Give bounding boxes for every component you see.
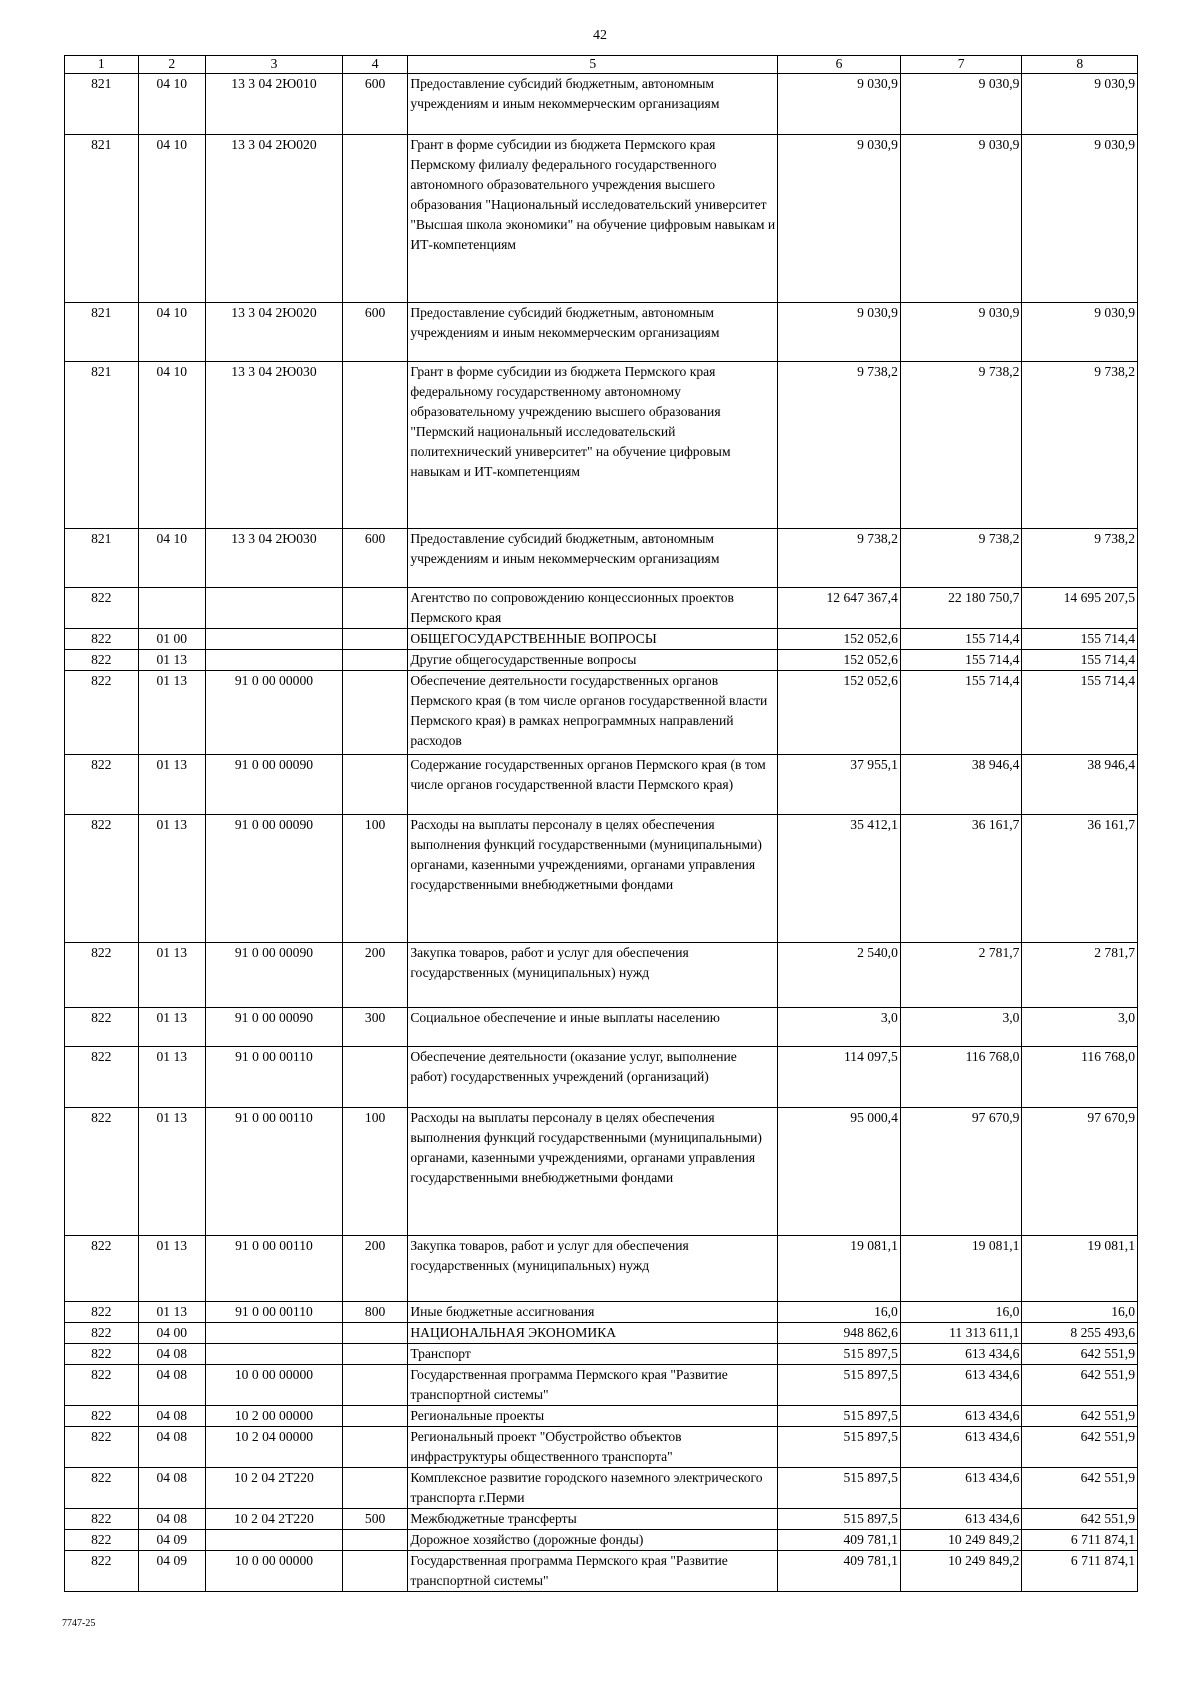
cell-target-article — [206, 629, 343, 650]
table-body — [65, 74, 1138, 1592]
cell-name: Обеспечение деятельности государственных органов Пермского края (в том числе органов государственной власти Пермского края) в рамках непрограммных направлений расходов — [408, 671, 778, 755]
cell-name: Закупка товаров, работ и услуг для обеспечения государственных (муниципальных) нужд — [408, 943, 778, 1008]
cell-admin-code: 822 — [65, 1530, 139, 1551]
table-row — [65, 1047, 1138, 1108]
cell-section: 04 10 — [138, 74, 205, 135]
cell-target-article: 13 3 04 2Ю020 — [206, 135, 343, 303]
cell-amount-3: 6 711 874,1 — [1022, 1530, 1138, 1551]
cell-amount-3: 642 551,9 — [1022, 1344, 1138, 1365]
cell-expense-type — [342, 1530, 407, 1551]
column-header: 4 — [342, 56, 407, 74]
table-row — [65, 1427, 1138, 1468]
cell-admin-code: 821 — [65, 303, 139, 362]
cell-section: 04 09 — [138, 1551, 205, 1592]
cell-expense-type — [342, 1047, 407, 1108]
cell-target-article: 91 0 00 00090 — [206, 815, 343, 943]
cell-target-article: 91 0 00 00090 — [206, 755, 343, 815]
column-header: 7 — [900, 56, 1022, 74]
table-row — [65, 1108, 1138, 1236]
cell-amount-3: 9 030,9 — [1022, 303, 1138, 362]
cell-name: Агентство по сопровождению концессионных проектов Пермского края — [408, 588, 778, 629]
table-row — [65, 943, 1138, 1008]
cell-admin-code: 822 — [65, 1108, 139, 1236]
cell-name: Иные бюджетные ассигнования — [408, 1302, 778, 1323]
cell-amount-3: 97 670,9 — [1022, 1108, 1138, 1236]
cell-amount-1: 515 897,5 — [778, 1509, 901, 1530]
cell-amount-2: 10 249 849,2 — [900, 1530, 1022, 1551]
cell-admin-code: 821 — [65, 74, 139, 135]
cell-amount-3: 155 714,4 — [1022, 650, 1138, 671]
cell-admin-code: 821 — [65, 529, 139, 588]
table-row — [65, 671, 1138, 755]
cell-section: 04 10 — [138, 303, 205, 362]
cell-target-article: 13 3 04 2Ю030 — [206, 362, 343, 529]
cell-section: 01 13 — [138, 650, 205, 671]
cell-amount-2: 11 313 611,1 — [900, 1323, 1022, 1344]
cell-expense-type: 200 — [342, 943, 407, 1008]
cell-target-article: 91 0 00 00110 — [206, 1302, 343, 1323]
column-header: 5 — [408, 56, 778, 74]
cell-name: Содержание государственных органов Пермского края (в том числе органов государственной власти Пермского края) — [408, 755, 778, 815]
table-row — [65, 1008, 1138, 1047]
cell-target-article — [206, 1530, 343, 1551]
table-row — [65, 74, 1138, 135]
cell-name: Предоставление субсидий бюджетным, автономным учреждениям и иным некоммерческим организациям — [408, 303, 778, 362]
table-row — [65, 1323, 1138, 1344]
cell-admin-code: 822 — [65, 1236, 139, 1302]
cell-amount-2: 10 249 849,2 — [900, 1551, 1022, 1592]
cell-amount-3: 116 768,0 — [1022, 1047, 1138, 1108]
cell-name: Региональный проект "Обустройство объектов инфраструктуры общественного транспорта" — [408, 1427, 778, 1468]
cell-target-article — [206, 588, 343, 629]
cell-amount-1: 95 000,4 — [778, 1108, 901, 1236]
cell-amount-3: 155 714,4 — [1022, 629, 1138, 650]
table-row — [65, 303, 1138, 362]
cell-amount-2: 16,0 — [900, 1302, 1022, 1323]
cell-amount-3: 8 255 493,6 — [1022, 1323, 1138, 1344]
cell-amount-3: 642 551,9 — [1022, 1509, 1138, 1530]
cell-amount-2: 116 768,0 — [900, 1047, 1022, 1108]
cell-name: ОБЩЕГОСУДАРСТВЕННЫЕ ВОПРОСЫ — [408, 629, 778, 650]
cell-name: Грант в форме субсидии из бюджета Пермского края федеральному государственному автономному образовательному учреждению высшего образования "Пермский национальный исследовательский политехнический университет" на обучение цифровым навыкам и ИТ-компетенциям — [408, 362, 778, 529]
cell-section — [138, 588, 205, 629]
cell-amount-2: 613 434,6 — [900, 1406, 1022, 1427]
cell-amount-2: 9 030,9 — [900, 135, 1022, 303]
cell-section: 01 13 — [138, 755, 205, 815]
cell-amount-1: 3,0 — [778, 1008, 901, 1047]
cell-expense-type — [342, 755, 407, 815]
cell-expense-type: 300 — [342, 1008, 407, 1047]
cell-admin-code: 822 — [65, 1344, 139, 1365]
cell-amount-3: 642 551,9 — [1022, 1427, 1138, 1468]
cell-admin-code: 822 — [65, 1427, 139, 1468]
column-header: 1 — [65, 56, 139, 74]
cell-expense-type — [342, 1468, 407, 1509]
table-row — [65, 588, 1138, 629]
cell-amount-3: 6 711 874,1 — [1022, 1551, 1138, 1592]
cell-expense-type: 600 — [342, 74, 407, 135]
cell-amount-1: 19 081,1 — [778, 1236, 901, 1302]
table-row — [65, 1344, 1138, 1365]
cell-expense-type — [342, 588, 407, 629]
table-row — [65, 362, 1138, 529]
cell-target-article — [206, 1344, 343, 1365]
cell-admin-code: 822 — [65, 588, 139, 629]
cell-expense-type — [342, 650, 407, 671]
cell-amount-3: 38 946,4 — [1022, 755, 1138, 815]
cell-admin-code: 821 — [65, 135, 139, 303]
cell-admin-code: 822 — [65, 650, 139, 671]
cell-target-article: 91 0 00 00090 — [206, 943, 343, 1008]
table-row — [65, 1236, 1138, 1302]
table-row — [65, 135, 1138, 303]
budget-table — [64, 55, 1138, 1592]
table-row — [65, 1530, 1138, 1551]
cell-amount-3: 9 030,9 — [1022, 74, 1138, 135]
cell-target-article: 13 3 04 2Ю010 — [206, 74, 343, 135]
table-row — [65, 1551, 1138, 1592]
cell-amount-3: 9 738,2 — [1022, 529, 1138, 588]
cell-name: Транспорт — [408, 1344, 778, 1365]
cell-amount-1: 948 862,6 — [778, 1323, 901, 1344]
cell-section: 04 09 — [138, 1530, 205, 1551]
cell-amount-2: 22 180 750,7 — [900, 588, 1022, 629]
cell-amount-2: 613 434,6 — [900, 1427, 1022, 1468]
page-number: 42 — [593, 28, 607, 43]
cell-section: 01 00 — [138, 629, 205, 650]
cell-section: 04 10 — [138, 529, 205, 588]
cell-amount-1: 152 052,6 — [778, 629, 901, 650]
cell-amount-1: 9 030,9 — [778, 303, 901, 362]
cell-amount-1: 515 897,5 — [778, 1406, 901, 1427]
cell-expense-type — [342, 362, 407, 529]
cell-amount-1: 35 412,1 — [778, 815, 901, 943]
cell-section: 04 08 — [138, 1468, 205, 1509]
cell-name: Обеспечение деятельности (оказание услуг, выполнение работ) государственных учреждений (организаций) — [408, 1047, 778, 1108]
cell-admin-code: 822 — [65, 1302, 139, 1323]
cell-amount-2: 613 434,6 — [900, 1468, 1022, 1509]
cell-amount-1: 515 897,5 — [778, 1468, 901, 1509]
cell-admin-code: 822 — [65, 1468, 139, 1509]
cell-name: Социальное обеспечение и иные выплаты населению — [408, 1008, 778, 1047]
cell-amount-1: 114 097,5 — [778, 1047, 901, 1108]
cell-admin-code: 822 — [65, 1047, 139, 1108]
cell-amount-3: 36 161,7 — [1022, 815, 1138, 943]
cell-expense-type — [342, 135, 407, 303]
cell-section: 04 00 — [138, 1323, 205, 1344]
cell-amount-1: 2 540,0 — [778, 943, 901, 1008]
cell-expense-type: 600 — [342, 303, 407, 362]
cell-amount-3: 9 738,2 — [1022, 362, 1138, 529]
cell-target-article: 91 0 00 00000 — [206, 671, 343, 755]
cell-admin-code: 822 — [65, 815, 139, 943]
cell-amount-1: 515 897,5 — [778, 1427, 901, 1468]
cell-expense-type: 800 — [342, 1302, 407, 1323]
cell-name: Расходы на выплаты персоналу в целях обеспечения выполнения функций государственными (муниципальными) органами, казенными учреждениями, органами управления государственными внебюджетными фондами — [408, 815, 778, 943]
cell-amount-2: 9 738,2 — [900, 529, 1022, 588]
cell-amount-2: 613 434,6 — [900, 1344, 1022, 1365]
cell-amount-2: 9 030,9 — [900, 74, 1022, 135]
cell-target-article: 91 0 00 00110 — [206, 1047, 343, 1108]
cell-amount-3: 642 551,9 — [1022, 1365, 1138, 1406]
cell-section: 04 08 — [138, 1406, 205, 1427]
cell-target-article: 91 0 00 00090 — [206, 1008, 343, 1047]
cell-expense-type — [342, 671, 407, 755]
cell-amount-2: 155 714,4 — [900, 629, 1022, 650]
cell-name: Комплексное развитие городского наземного электрического транспорта г.Перми — [408, 1468, 778, 1509]
cell-amount-1: 152 052,6 — [778, 671, 901, 755]
table-row — [65, 815, 1138, 943]
cell-expense-type — [342, 1406, 407, 1427]
cell-expense-type — [342, 1551, 407, 1592]
cell-admin-code: 822 — [65, 629, 139, 650]
table-row — [65, 755, 1138, 815]
cell-amount-2: 3,0 — [900, 1008, 1022, 1047]
cell-name: Предоставление субсидий бюджетным, автономным учреждениям и иным некоммерческим организациям — [408, 529, 778, 588]
cell-amount-2: 2 781,7 — [900, 943, 1022, 1008]
cell-amount-2: 36 161,7 — [900, 815, 1022, 943]
cell-amount-1: 9 030,9 — [778, 135, 901, 303]
cell-amount-1: 9 030,9 — [778, 74, 901, 135]
cell-amount-2: 9 030,9 — [900, 303, 1022, 362]
cell-amount-2: 38 946,4 — [900, 755, 1022, 815]
cell-expense-type — [342, 1323, 407, 1344]
cell-amount-1: 37 955,1 — [778, 755, 901, 815]
cell-name: Другие общегосударственные вопросы — [408, 650, 778, 671]
cell-section: 04 10 — [138, 362, 205, 529]
table-row — [65, 1406, 1138, 1427]
column-header: 8 — [1022, 56, 1138, 74]
cell-amount-1: 9 738,2 — [778, 529, 901, 588]
cell-expense-type: 600 — [342, 529, 407, 588]
cell-target-article: 13 3 04 2Ю020 — [206, 303, 343, 362]
cell-target-article: 10 2 00 00000 — [206, 1406, 343, 1427]
cell-expense-type: 500 — [342, 1509, 407, 1530]
cell-section: 01 13 — [138, 1047, 205, 1108]
cell-admin-code: 822 — [65, 1551, 139, 1592]
cell-amount-3: 19 081,1 — [1022, 1236, 1138, 1302]
cell-amount-1: 9 738,2 — [778, 362, 901, 529]
cell-section: 01 13 — [138, 671, 205, 755]
cell-amount-1: 409 781,1 — [778, 1530, 901, 1551]
cell-section: 01 13 — [138, 943, 205, 1008]
cell-target-article: 10 0 00 00000 — [206, 1551, 343, 1592]
table-row — [65, 1509, 1138, 1530]
cell-amount-1: 515 897,5 — [778, 1365, 901, 1406]
cell-name: Региональные проекты — [408, 1406, 778, 1427]
cell-section: 01 13 — [138, 1302, 205, 1323]
cell-amount-1: 152 052,6 — [778, 650, 901, 671]
cell-name: Предоставление субсидий бюджетным, автономным учреждениям и иным некоммерческим организациям — [408, 74, 778, 135]
cell-name: Закупка товаров, работ и услуг для обеспечения государственных (муниципальных) нужд — [408, 1236, 778, 1302]
cell-amount-1: 409 781,1 — [778, 1551, 901, 1592]
cell-amount-3: 155 714,4 — [1022, 671, 1138, 755]
cell-name: НАЦИОНАЛЬНАЯ ЭКОНОМИКА — [408, 1323, 778, 1344]
cell-expense-type: 100 — [342, 815, 407, 943]
cell-admin-code: 822 — [65, 1008, 139, 1047]
column-number-header — [65, 56, 1138, 74]
table-row — [65, 629, 1138, 650]
cell-name: Грант в форме субсидии из бюджета Пермского края Пермскому филиалу федерального государственного автономного образовательного учреждения высшего образования "Национальный исследовательский университет "Высшая школа экономики" на обучение цифровым навыкам и ИТ-компетенциям — [408, 135, 778, 303]
cell-amount-2: 613 434,6 — [900, 1365, 1022, 1406]
cell-amount-2: 9 738,2 — [900, 362, 1022, 529]
table-row — [65, 1468, 1138, 1509]
document-code: 7747-25 — [62, 1618, 96, 1629]
column-header: 6 — [778, 56, 901, 74]
cell-amount-3: 642 551,9 — [1022, 1468, 1138, 1509]
cell-amount-1: 12 647 367,4 — [778, 588, 901, 629]
cell-target-article: 91 0 00 00110 — [206, 1236, 343, 1302]
cell-expense-type — [342, 1365, 407, 1406]
cell-amount-2: 19 081,1 — [900, 1236, 1022, 1302]
cell-amount-3: 9 030,9 — [1022, 135, 1138, 303]
cell-amount-2: 613 434,6 — [900, 1509, 1022, 1530]
cell-amount-2: 155 714,4 — [900, 650, 1022, 671]
cell-section: 01 13 — [138, 1008, 205, 1047]
cell-section: 04 08 — [138, 1427, 205, 1468]
cell-admin-code: 822 — [65, 671, 139, 755]
cell-target-article: 10 0 00 00000 — [206, 1365, 343, 1406]
cell-amount-3: 16,0 — [1022, 1302, 1138, 1323]
cell-section: 04 10 — [138, 135, 205, 303]
cell-admin-code: 821 — [65, 362, 139, 529]
column-header: 3 — [206, 56, 343, 74]
cell-admin-code: 822 — [65, 1365, 139, 1406]
cell-name: Дорожное хозяйство (дорожные фонды) — [408, 1530, 778, 1551]
cell-name: Государственная программа Пермского края "Развитие транспортной системы" — [408, 1365, 778, 1406]
cell-target-article — [206, 650, 343, 671]
cell-expense-type: 200 — [342, 1236, 407, 1302]
cell-target-article: 10 2 04 2Т220 — [206, 1468, 343, 1509]
cell-section: 01 13 — [138, 1108, 205, 1236]
cell-expense-type: 100 — [342, 1108, 407, 1236]
cell-section: 04 08 — [138, 1344, 205, 1365]
cell-section: 04 08 — [138, 1365, 205, 1406]
cell-name: Расходы на выплаты персоналу в целях обеспечения выполнения функций государственными (муниципальными) органами, казенными учреждениями, органами управления государственными внебюджетными фондами — [408, 1108, 778, 1236]
cell-admin-code: 822 — [65, 1323, 139, 1344]
cell-target-article: 10 2 04 2Т220 — [206, 1509, 343, 1530]
cell-admin-code: 822 — [65, 755, 139, 815]
cell-target-article — [206, 1323, 343, 1344]
table-row — [65, 529, 1138, 588]
cell-section: 01 13 — [138, 815, 205, 943]
cell-amount-1: 16,0 — [778, 1302, 901, 1323]
cell-amount-3: 3,0 — [1022, 1008, 1138, 1047]
cell-section: 04 08 — [138, 1509, 205, 1530]
table-row — [65, 650, 1138, 671]
cell-expense-type — [342, 1427, 407, 1468]
cell-amount-3: 14 695 207,5 — [1022, 588, 1138, 629]
cell-expense-type — [342, 1344, 407, 1365]
cell-amount-2: 155 714,4 — [900, 671, 1022, 755]
cell-amount-1: 515 897,5 — [778, 1344, 901, 1365]
cell-target-article: 91 0 00 00110 — [206, 1108, 343, 1236]
cell-expense-type — [342, 629, 407, 650]
cell-target-article: 10 2 04 00000 — [206, 1427, 343, 1468]
cell-amount-2: 97 670,9 — [900, 1108, 1022, 1236]
column-header: 2 — [138, 56, 205, 74]
table-row — [65, 1365, 1138, 1406]
cell-amount-3: 2 781,7 — [1022, 943, 1138, 1008]
cell-name: Государственная программа Пермского края "Развитие транспортной системы" — [408, 1551, 778, 1592]
cell-target-article: 13 3 04 2Ю030 — [206, 529, 343, 588]
cell-admin-code: 822 — [65, 943, 139, 1008]
cell-name: Межбюджетные трансферты — [408, 1509, 778, 1530]
cell-amount-3: 642 551,9 — [1022, 1406, 1138, 1427]
table-row — [65, 1302, 1138, 1323]
cell-section: 01 13 — [138, 1236, 205, 1302]
cell-admin-code: 822 — [65, 1509, 139, 1530]
cell-admin-code: 822 — [65, 1406, 139, 1427]
